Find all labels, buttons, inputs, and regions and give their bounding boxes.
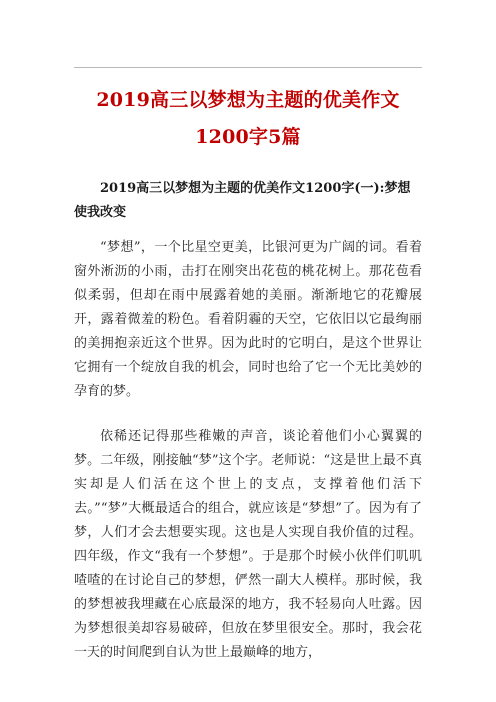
header-divider [74,67,422,68]
paragraph-2: 依稀还记得那些稚嫩的声音，谈论着他们小心翼翼的梦。二年级，刚接触“梦”这个字。老师说：“这是世上最不真实却是人们活在这个世上的支点，支撑着他们活下去。”“梦”大概最适合的组合，就应该是“梦想”了。因为有了梦，人们才会去想要实现。这也是人实现自我价值的过程。四年级，作文“我有一个梦想”。于是那个时候小伙伴们叽叽喳喳的在讨论自己的梦想，俨然一副大人模样。那时候，我的梦想被我埋藏在心底最深的地方，我不轻易向人吐露。因为梦想很美却容易破碎，但放在梦里很安全。那时，我会花一天的时间爬到自认为世上最巅峰的地方， [74,429,422,660]
section-title: 2019高三以梦想为主题的优美作文1200字(一):梦想使我改变 [74,181,411,220]
document-title: 2019高三以梦想为主题的优美作文1200字5篇 [96,89,400,148]
paragraph-1: “梦想”，一个比星空更美，比银河更为广阔的词。看着窗外淅沥的小雨，击打在刚突出花苞的桃花树上。那花苞看似柔弱，但却在雨中展露着她的美丽。渐渐地它的花瓣展开，露着微羞的粉色。看着阴霾的天空，它依旧以它最绚丽的美拥抱亲近这个世界。因为此时的它明白，是这个世界让它拥有一个绽放自我的机会，同时也给了它一个无比美妙的孕育的梦。 [74,240,422,399]
